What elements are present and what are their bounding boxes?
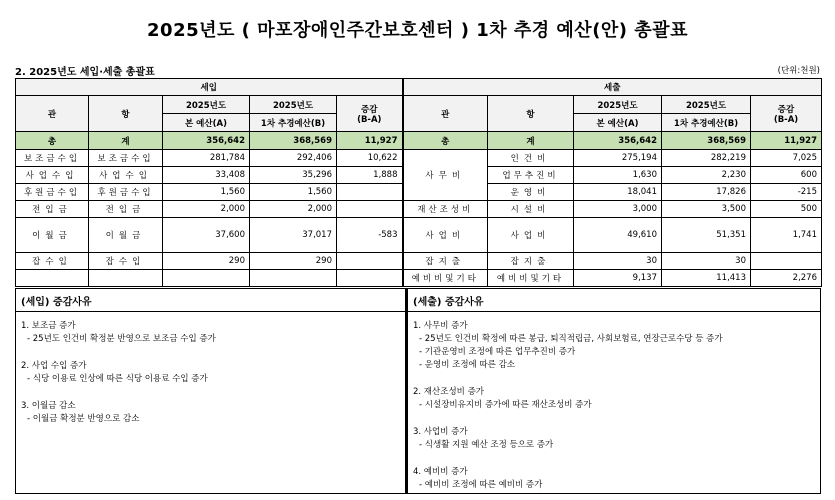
table-row: 사업수입 사업수입 33,408 35,296 1,888 업무추진비 1,630 2,230 600 xyxy=(16,167,822,184)
budget-summary-table xyxy=(15,78,822,287)
col-gwan: 관 xyxy=(16,96,89,132)
col-hang: 항 xyxy=(89,96,163,132)
list-item: 3. 사업비 증가 - 식생활 지원 예산 조정 등으로 증가 xyxy=(413,427,554,450)
list-item: 3. 이월금 감소 - 이월금 확정분 반영으로 감소 xyxy=(21,401,140,424)
section-subtitle: 2. 2025년도 세입·세출 총괄표 xyxy=(15,67,155,78)
unit-label: (단위:천원) xyxy=(777,66,820,76)
page-title: 2025년도 ( 마포장애인주간보호센터 ) 1차 추경 예산(안) 총괄표 xyxy=(147,20,688,41)
list-item: 1. 사무비 증가 - 25년도 인건비 확정에 따른 봉급, 퇴직적립금, 사회보험료, 연장근로수당 등 증가 - 기관운영비 조정에 따른 업무추진비 증가 - 운영비 조정에 따른 감소 xyxy=(413,321,723,370)
list-item: 1. 보조금 증가 - 25년도 인건비 확정분 반영으로 보조금 수입 증가 xyxy=(21,321,216,344)
col-year: 2025년도 xyxy=(250,96,337,114)
col-supp-budget: 1차 추경예산(B) xyxy=(250,114,337,132)
revenue-notes xyxy=(15,288,406,494)
col-change: 증감 (B-A) xyxy=(337,96,403,132)
list-item: 4. 예비비 증가 - 예비비 조정에 따른 예비비 증가 xyxy=(413,467,543,490)
table-row: 후원금수입 후원금수입 1,560 1,560 운영비 18,041 17,826 -215 xyxy=(16,184,822,201)
table-row: 이월금 이월금 37,600 37,017 -583 사업비 사업비 49,610 51,351 1,741 xyxy=(16,218,822,253)
expense-notes xyxy=(406,288,821,494)
expense-notes-heading: (세출) 증감사유 xyxy=(408,289,820,312)
revenue-header: 세입 xyxy=(16,79,403,96)
table-row: 보조금수입 보조금수입 281,784 292,406 10,622 사무비 인건비 275,194 282,219 7,025 xyxy=(16,150,822,167)
table-row: 예비비및기타 예비비및기타 9,137 11,413 2,276 xyxy=(16,270,822,287)
expense-header: 세출 xyxy=(403,79,822,96)
table-row: 전입금 전입금 2,000 2,000 재산조성비 시설비 3,000 3,500 500 xyxy=(16,201,822,218)
col-year: 2025년도 xyxy=(574,96,662,114)
list-item: 2. 사업 수입 증가 - 식당 이용료 인상에 따른 식당 이용료 수입 증가 xyxy=(21,361,208,384)
table-row: 잡수입 잡수입 290 290 잡지출 잡지출 30 30 xyxy=(16,253,822,270)
col-change: 증감 (B-A) xyxy=(751,96,822,132)
revenue-notes-heading: (세입) 증감사유 xyxy=(16,289,405,312)
col-hang: 항 xyxy=(488,96,574,132)
total-row: 총 계 356,642 368,569 11,927 총 계 356,642 368,569 11,927 xyxy=(16,132,822,150)
col-base-budget: 본 예산(A) xyxy=(163,114,250,132)
list-item: 2. 재산조성비 증가 - 시설장비유지비 증가에 따른 재산조성비 증가 xyxy=(413,387,592,410)
col-supp-budget: 1차 추경예산(B) xyxy=(662,114,751,132)
col-gwan: 관 xyxy=(403,96,488,132)
col-year: 2025년도 xyxy=(163,96,250,114)
col-year: 2025년도 xyxy=(662,96,751,114)
col-base-budget: 본 예산(A) xyxy=(574,114,662,132)
